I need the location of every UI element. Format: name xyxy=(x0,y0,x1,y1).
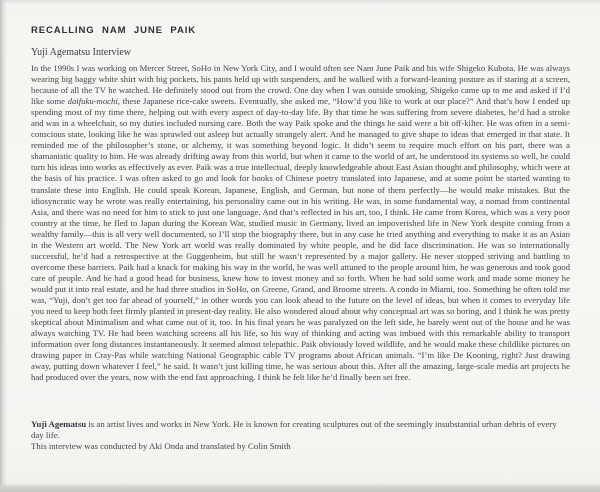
interview-subtitle: Yuji Agematsu Interview xyxy=(31,47,131,58)
interview-body-paragraph xyxy=(31,63,570,383)
page-title: RECALLING NAM JUNE PAIK xyxy=(31,25,196,36)
bio-text: is an artist lives and works in New York. He is known for creating sculptures out of the seemingly insubstantial urban debris of every day life. xyxy=(31,419,557,440)
scan-edge-left xyxy=(0,0,7,492)
body-text-part1: In the 1990s I was working on Mercer Street, SoHo in New York City, and I would often see Nam June Paik and his wife Shigeko Kubota. He was always wearing big baggy white shirt with big pockets, his pants held up with suspenders, and he walked with a forward-leaning posture as if staring at a screen, because of all the TV he watched. He definitely stood out from the crowd. One day when I was outside smoking, Shigeko came up to me and asked if I’d like some xyxy=(31,63,570,107)
body-text-part2: , these Japanese rice-cake sweets. Eventually, she asked me, “How’d you like to work at our place?” And that’s how I ended up spending most of my time there, helping out with every aspect of day-to-day life. By that time he was suffering from severe diabetes, he’d had a stroke and was in a wheelchair, so my duties included nursing care. Both the way Paik spoke and the things he said were a bit off-kilter. He was often in a semi-conscious state, looking like he was sprawled out asleep but actually strangely alert. And he managed to give shape to ideas that emerged in that state. It reminded me of the philosopher’s stone, or alchemy, it was something beyond logic. It didn’t seem to require much effort on his part, there was a shamanistic quality to him. He was already drifting away from this world, but when it came to the world of art, he understood its systems so well, he could turn his ideas into works as effectively as ever. Paik was a true intellectual, deeply knowledgeable about East Asian thought and philosophy, which were at the basis of his practice. I was often asked to go and look for books of Chinese poetry translated into Japanese, and at some point he started wanting to translate these into English. He could speak Korean, Japanese, English, and German, but none of them perfectly—he would make mistakes. But the idiosyncratic way he wrote was really entertaining, his personality came out in his writing. He was, in some fundamental way, a nomad from continental Asia, and there was no need for him to stick to just one language. And that’s reflected in his art, too, I think. He came from Korea, which was a very poor country at the time, he fled to Japan during the Korean War, studied music in Germany, lived an impoverished life in New York despite coming from a wealthy family—this is all very well documented, so I’ll stop the biography there, but in any case he tried anything and everything to make it as an Asian in the Western art world. The New York art world was really dominated by white people, and he did face discrimination. He was so internationally successful, he’d had a retrospective at the Guggenheim, but still he wasn’t represented by a major gallery. He never stopped striving and battling to overcome these barriers. Paik had a knack for making his way in the world, he was well attuned to the people around him, he was generous and took good care of people. And he had a good head for business, knew how to invest money and so forth. When he had sold some work and made some money he would put it into real estate, and he had three studios in SoHo, on Greene, Grand, and Broome streets. A condo in Miami, too. Something he often told me was, “Yuji, don’t get too far ahead of yourself,” in other words you can look ahead to the future on the level of ideas, but when it comes to everyday life you need to keep both feet firmly planted in present-day reality. He also wondered aloud about why conceptual art was so boring, and I think he was pretty skeptical about Minimalism and what came out of it, too. In his final years he was paralyzed on the left side, he barely went out of the house and he was always watching TV. He had been watching screens all his life, so his way of thinking and acting was imbued with this remarkable ability to transport information over long distances instantaneously. It seemed almost telepathic. Paik obviously loved wildlife, and he would make these childlike pictures on drawing paper in Cray-Pas while watching National Geographic cable TV programs about African animals. “I’m like De Kooning, right? Just drawing away, putting down whatever I feel,” he said. It wasn’t just killing time, he was serious about this. After all the amazing, large-scale media art projects he had produced over the years, now with the end fast approaching, I think he felt like he’d finally been set free. xyxy=(31,96,570,383)
bio-artist-name: Yuji Agematsu xyxy=(31,419,87,429)
artist-bio-line xyxy=(31,419,570,441)
body-italic-term: daifuku-mochi xyxy=(67,96,118,107)
interview-credit-line: This interview was conducted by Aki Onda and translated by Colin Smith xyxy=(31,441,291,451)
page-content xyxy=(31,0,570,492)
